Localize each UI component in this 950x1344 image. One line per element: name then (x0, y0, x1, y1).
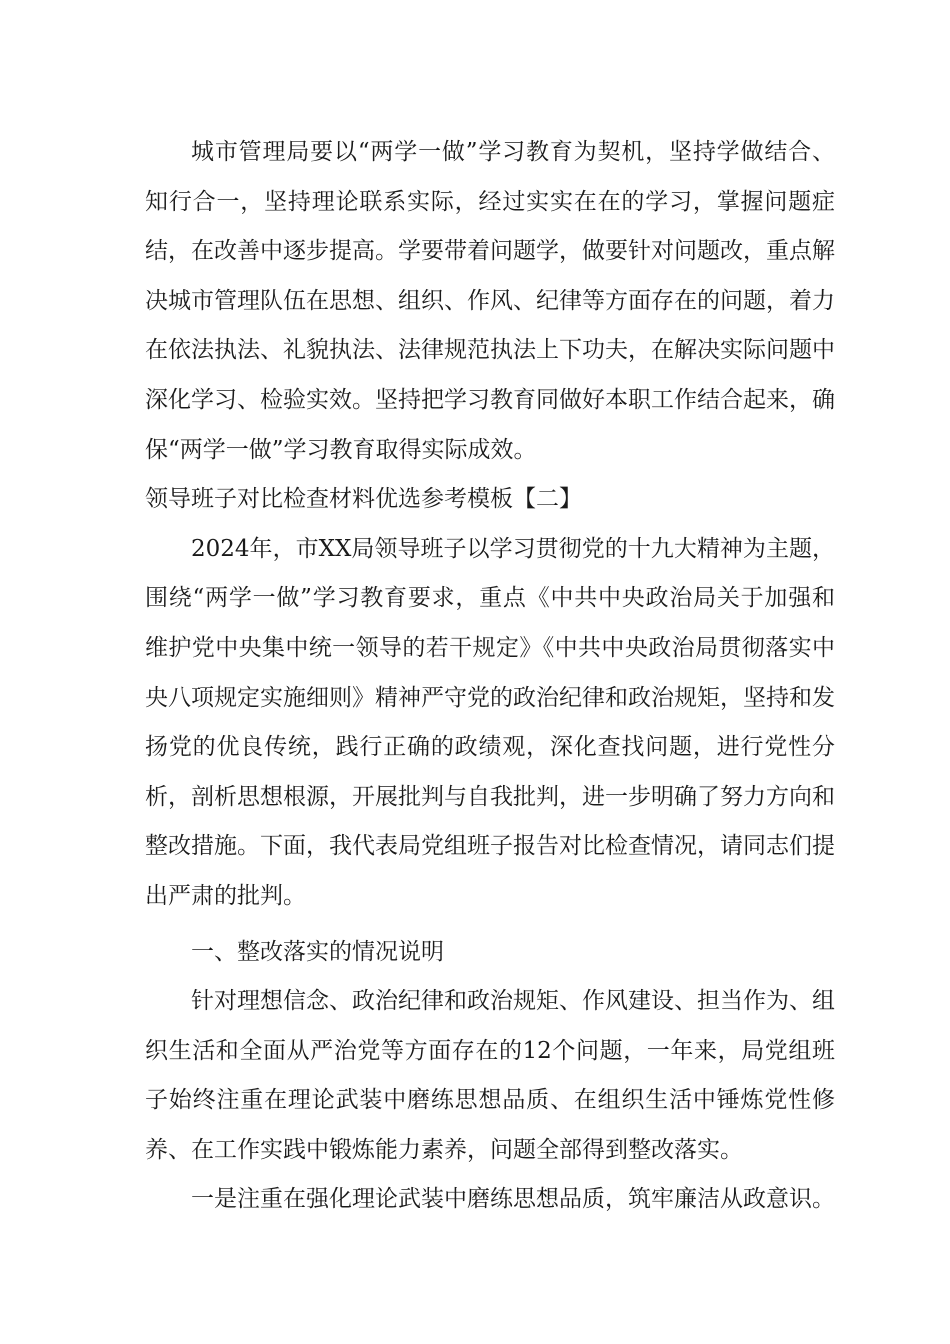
template-heading: 领导班子对比检查材料优选参考模板【二】 (145, 486, 582, 513)
paragraph-2: 2024年，市XX局领导班子以学习贯彻党的十九大精神为主题，围绕“两学一做”学习教育要求，重点《中共中央政治局关于加强和维护党中央集中统一领导的若干规定》《中共中央政治局贯彻落实中央八项规定实施细则》精神严守党的政治纪律和政治规矩，坚持和发扬党的优良传统，践行正确的政绩观，深化查找问题，进行党性分析，剖析思想根源，开展批判与自我批判，进一步明确了努力方向和整改措施。下面，我代表局党组班子报告对比检查情况，请同志们提出严肃的批判。 (145, 535, 835, 909)
section-title-1: 一、整改落实的情况说明 (191, 938, 444, 965)
paragraph-3: 针对理想信念、政治纪律和政治规矩、作风建设、担当作为、组织生活和全面从严治党等方面存在的12个问题，一年来，局党组班子始终注重在理论武装中磨练思想品质、在组织生活中锤炼党性修养、在工作实践中锻炼能力素养，问题全部得到整改落实。 (145, 988, 835, 1163)
paragraph-4: 一是注重在强化理论武装中磨练思想品质，筑牢廉洁从政意识。 (191, 1186, 835, 1213)
document-body (145, 128, 835, 1225)
paragraph-1: 城市管理局要以“两学一做”学习教育为契机，坚持学做结合、知行合一，坚持理论联系实际，经过实实在在的学习，掌握问题症结，在改善中逐步提高。学要带着问题学，做要针对问题改，重点解决城市管理队伍在思想、组织、作风、纪律等方面存在的问题，着力在依法执法、礼貌执法、法律规范执法上下功夫，在解决实际问题中深化学习、检验实效。坚持把学习教育同做好本职工作结合起来，确保“两学一做”学习教育取得实际成效。 (145, 139, 835, 463)
